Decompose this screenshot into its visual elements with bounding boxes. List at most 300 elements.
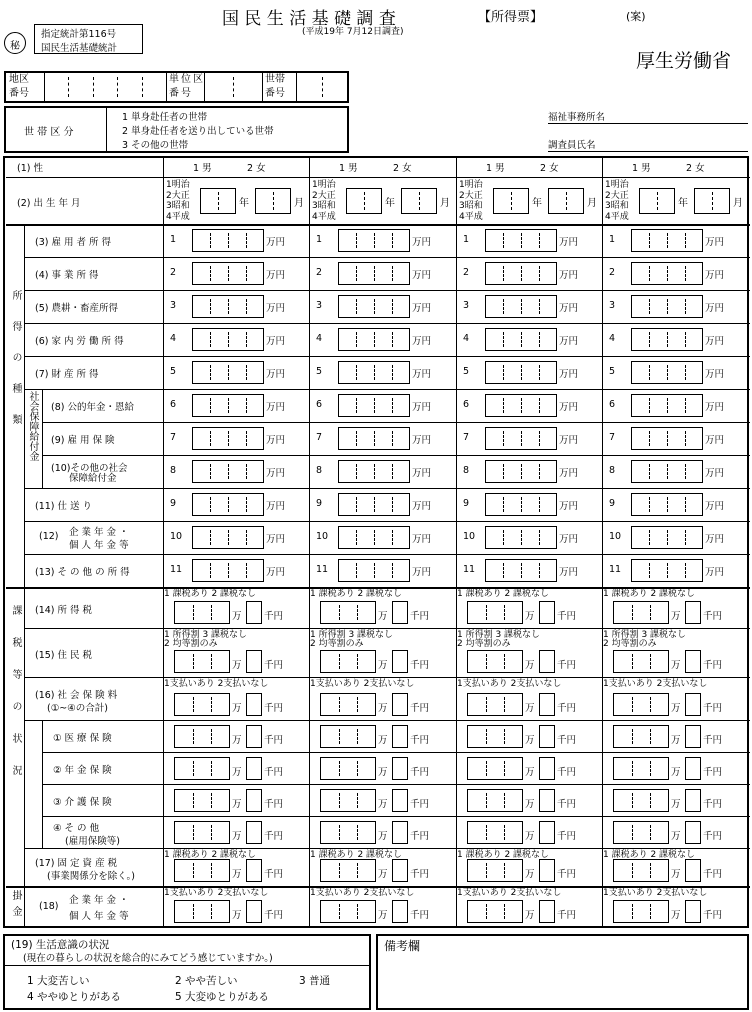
option-number: 9 [316, 498, 323, 509]
tax-option-text[interactable]: 1 所得割 3 課税なし [310, 630, 394, 640]
household-option-3[interactable]: 3 その他の世帯 [122, 140, 189, 151]
tax-amount-man-field[interactable] [467, 725, 523, 748]
sen-unit: 千円 [703, 869, 723, 880]
income-row [5, 389, 747, 422]
era-option-3[interactable]: 3昭和 [605, 201, 629, 211]
income-unit: 万円 [705, 435, 725, 446]
id-number-table [4, 71, 349, 103]
tax-row [5, 677, 747, 720]
tax-amount-sen-field[interactable] [539, 821, 555, 844]
birth-month-field[interactable] [694, 188, 730, 214]
man-unit: 万 [525, 703, 535, 714]
income-unit: 万円 [266, 270, 286, 281]
tax-amount-sen-field[interactable] [246, 859, 262, 882]
income-amount-field[interactable] [485, 394, 557, 417]
row-label: (17) 固 定 資 産 税 [35, 858, 118, 869]
tax-option-text[interactable]: 1 課税あり 2 課税なし [164, 589, 257, 599]
sen-unit: 千円 [703, 767, 723, 778]
option-number: 7 [609, 432, 616, 443]
row-label: ② 年 金 保 険 [53, 765, 112, 776]
sen-unit: 千円 [410, 869, 430, 880]
tax-amount-man-field[interactable] [174, 725, 230, 748]
tax-amount-sen-field[interactable] [685, 789, 701, 812]
tax-amount-sen-field[interactable] [539, 789, 555, 812]
tax-amount-sen-field[interactable] [539, 900, 555, 923]
tax-amount-sen-field[interactable] [246, 821, 262, 844]
income-unit: 万円 [705, 501, 725, 512]
tax-amount-man-field[interactable] [320, 601, 376, 624]
era-option-3[interactable]: 3昭和 [459, 201, 483, 211]
tax-option-text[interactable]: 1 所得割 3 課税なし [457, 630, 541, 640]
sex-female-option-4[interactable]: 2 女 [686, 163, 705, 174]
man-unit: 万 [671, 660, 681, 671]
income-unit: 万円 [266, 567, 286, 578]
sex-male-option-3[interactable]: 1 男 [486, 163, 505, 174]
sex-male-option-2[interactable]: 1 男 [339, 163, 358, 174]
sex-female-option-2[interactable]: 2 女 [393, 163, 412, 174]
tax-amount-man-field[interactable] [174, 859, 230, 882]
tax-amount-man-field[interactable] [174, 821, 230, 844]
income-amount-field[interactable] [192, 328, 264, 351]
man-unit: 万 [378, 831, 388, 842]
tax-amount-sen-field[interactable] [539, 725, 555, 748]
welfare-office-label: 福祉事務所名 [548, 112, 606, 123]
income-amount-field[interactable] [485, 460, 557, 483]
era-option-2[interactable]: 2大正 [605, 190, 629, 201]
tax-amount-man-field[interactable] [467, 900, 523, 923]
household-option-2[interactable]: 2 単身赴任者を送り出している世帯 [122, 126, 274, 137]
life-option-1[interactable]: 1 大変苦しい [27, 975, 90, 987]
tax-amount-sen-field[interactable] [392, 650, 408, 673]
income-amount-field[interactable] [338, 262, 410, 285]
tax-amount-man-field[interactable] [467, 693, 523, 716]
era-option-4[interactable]: 4平成 [605, 211, 629, 222]
tax-amount-sen-field[interactable] [246, 601, 262, 624]
life-option-2[interactable]: 2 やや苦しい [175, 975, 238, 987]
tax-amount-man-field[interactable] [467, 650, 523, 673]
tax-amount-man-field[interactable] [320, 821, 376, 844]
income-unit: 万円 [412, 468, 432, 479]
birth-month-field[interactable] [401, 188, 437, 214]
row-label: (15) 住 民 税 [35, 649, 93, 661]
sen-unit: 千円 [264, 611, 284, 622]
tax-option-text[interactable]: 2 均等割のみ [164, 639, 218, 649]
income-row [5, 488, 747, 521]
tax-option-text[interactable]: 2 均等割のみ [310, 639, 364, 649]
income-unit: 万円 [266, 237, 286, 248]
tax-amount-sen-field[interactable] [392, 757, 408, 780]
era-option-4[interactable]: 4平成 [166, 211, 190, 222]
year-unit: 年 [239, 198, 249, 209]
income-amount-field[interactable] [192, 394, 264, 417]
birth-year-field[interactable] [493, 188, 529, 214]
income-amount-field[interactable] [338, 295, 410, 318]
life-consciousness-box [3, 934, 371, 1010]
tax-amount-sen-field[interactable] [685, 900, 701, 923]
income-amount-field[interactable] [485, 526, 557, 549]
life-option-3[interactable]: 3 普通 [299, 975, 331, 987]
era-option-2[interactable]: 2大正 [166, 190, 190, 201]
man-unit: 万 [525, 660, 535, 671]
option-number: 10 [463, 531, 476, 542]
income-amount-field[interactable] [631, 493, 703, 516]
tax-amount-sen-field[interactable] [246, 757, 262, 780]
man-unit: 万 [378, 735, 388, 746]
tax-amount-man-field[interactable] [613, 821, 669, 844]
option-number: 11 [170, 564, 183, 575]
tax-amount-sen-field[interactable] [246, 789, 262, 812]
income-unit: 万円 [412, 534, 432, 545]
month-unit: 月 [294, 198, 304, 209]
tax-option-text[interactable]: 1支払いあり 2支払いなし [310, 888, 415, 898]
income-amount-field[interactable] [485, 295, 557, 318]
tax-amount-man-field[interactable] [320, 859, 376, 882]
income-amount-field[interactable] [192, 526, 264, 549]
tax-row [5, 848, 747, 886]
income-amount-field[interactable] [485, 493, 557, 516]
sen-unit: 千円 [557, 767, 577, 778]
era-option-1[interactable]: 1明治 [166, 180, 190, 190]
era-option-1[interactable]: 1明治 [312, 180, 336, 190]
tax-amount-sen-field[interactable] [246, 725, 262, 748]
sex-female-option-1[interactable]: 2 女 [247, 163, 266, 174]
option-number: 2 [463, 267, 470, 278]
tax-amount-man-field[interactable] [467, 757, 523, 780]
tax-option-text[interactable]: 2 均等割のみ [457, 639, 511, 649]
man-unit: 万 [671, 910, 681, 921]
tax-option-text[interactable]: 2 均等割のみ [603, 639, 657, 649]
tax-amount-man-field[interactable] [613, 650, 669, 673]
stat-number: 指定統計第116号 [41, 29, 117, 40]
tax-amount-sen-field[interactable] [246, 900, 262, 923]
income-amount-field[interactable] [338, 559, 410, 582]
sen-unit: 千円 [264, 799, 284, 810]
tax-option-text[interactable]: 1支払いあり 2支払いなし [603, 679, 708, 689]
birth-year-field[interactable] [200, 188, 236, 214]
tax-amount-man-field[interactable] [320, 789, 376, 812]
income-row [5, 554, 747, 587]
tax-amount-man-field[interactable] [320, 900, 376, 923]
income-amount-field[interactable] [631, 526, 703, 549]
option-number: 3 [463, 300, 470, 311]
tax-amount-man-field[interactable] [174, 757, 230, 780]
tax-amount-sen-field[interactable] [539, 650, 555, 673]
tax-amount-sen-field[interactable] [392, 821, 408, 844]
birth-month-field[interactable] [255, 188, 291, 214]
row-label: (11) 仕 送 り [35, 501, 93, 512]
premium-group-label: 掛金 [10, 890, 21, 922]
tax-amount-man-field[interactable] [174, 693, 230, 716]
unit-number-label: 単位区番号 [169, 74, 205, 99]
income-amount-field[interactable] [192, 262, 264, 285]
income-row [5, 422, 747, 455]
era-option-2[interactable]: 2大正 [459, 190, 483, 201]
man-unit: 万 [232, 910, 242, 921]
option-number: 7 [170, 432, 177, 443]
tax-option-text[interactable]: 1 課税あり 2 課税なし [164, 850, 257, 860]
tax-amount-man-field[interactable] [174, 650, 230, 673]
man-unit: 万 [378, 611, 388, 622]
income-amount-field[interactable] [485, 328, 557, 351]
income-amount-field[interactable] [631, 229, 703, 252]
tax-amount-sen-field[interactable] [392, 601, 408, 624]
sen-unit: 千円 [410, 910, 430, 921]
birth-month-field[interactable] [548, 188, 584, 214]
sex-male-option-1[interactable]: 1 男 [193, 163, 212, 174]
sen-unit: 千円 [703, 799, 723, 810]
tax-option-text[interactable]: 1 課税あり 2 課税なし [310, 850, 403, 860]
tax-amount-sen-field[interactable] [392, 859, 408, 882]
month-unit: 月 [440, 198, 450, 209]
tax-amount-man-field[interactable] [613, 900, 669, 923]
form-title: 国 民 生 活 基 礎 調 査 [222, 9, 396, 29]
income-unit: 万円 [266, 534, 286, 545]
income-amount-field[interactable] [338, 460, 410, 483]
income-row [5, 224, 747, 257]
man-unit: 万 [671, 869, 681, 880]
sex-female-option-3[interactable]: 2 女 [540, 163, 559, 174]
tax-amount-man-field[interactable] [613, 789, 669, 812]
income-amount-field[interactable] [338, 427, 410, 450]
sex-male-option-4[interactable]: 1 男 [632, 163, 651, 174]
income-amount-field[interactable] [338, 493, 410, 516]
tax-option-text[interactable]: 1 課税あり 2 課税なし [457, 589, 550, 599]
income-unit: 万円 [559, 534, 579, 545]
era-option-4[interactable]: 4平成 [312, 211, 336, 222]
surveyor-field[interactable] [548, 151, 748, 152]
tax-amount-sen-field[interactable] [685, 821, 701, 844]
tax-amount-sen-field[interactable] [539, 757, 555, 780]
row-label-line2: 個 人 年 金 等 [69, 540, 129, 551]
income-amount-field[interactable] [192, 427, 264, 450]
tax-group-label: 課税等の状況 [10, 605, 21, 797]
tax-option-text[interactable]: 1 課税あり 2 課税なし [603, 850, 696, 860]
welfare-office-field[interactable] [548, 123, 748, 124]
income-unit: 万円 [266, 336, 286, 347]
sen-unit: 千円 [557, 703, 577, 714]
income-row [5, 323, 747, 356]
row-label: 企 業 年 金 ・ [69, 527, 129, 538]
tax-option-text[interactable]: 1支払いあり 2支払いなし [310, 679, 415, 689]
row-number: (12) [39, 531, 59, 542]
life-option-4[interactable]: 4 ややゆとりがある [27, 991, 122, 1003]
income-amount-field[interactable] [631, 394, 703, 417]
remarks-box[interactable] [376, 934, 749, 1010]
tax-option-text[interactable]: 1支払いあり 2支払いなし [603, 888, 708, 898]
income-amount-field[interactable] [485, 427, 557, 450]
tax-amount-sen-field[interactable] [539, 693, 555, 716]
income-amount-field[interactable] [631, 328, 703, 351]
income-unit: 万円 [559, 468, 579, 479]
income-amount-field[interactable] [631, 427, 703, 450]
tax-row [5, 720, 747, 752]
option-number: 9 [463, 498, 470, 509]
man-unit: 万 [232, 660, 242, 671]
tax-option-text[interactable]: 1 課税あり 2 課税なし [310, 589, 403, 599]
era-option-1[interactable]: 1明治 [459, 180, 483, 190]
income-amount-field[interactable] [631, 559, 703, 582]
stat-name: 国民生活基礎統計 [41, 43, 118, 54]
birth-year-field[interactable] [346, 188, 382, 214]
tax-option-text[interactable]: 1 所得割 3 課税なし [164, 630, 248, 640]
sen-unit: 千円 [557, 831, 577, 842]
unit-number-field[interactable] [204, 73, 262, 101]
era-option-3[interactable]: 3昭和 [166, 201, 190, 211]
row-label: ③ 介 護 保 険 [53, 797, 112, 808]
row-label: (13) そ の 他 の 所 得 [35, 567, 130, 578]
tax-amount-man-field[interactable] [320, 693, 376, 716]
household-number-field[interactable] [296, 73, 347, 101]
tax-amount-man-field[interactable] [467, 601, 523, 624]
tax-option-text[interactable]: 1 所得割 3 課税なし [603, 630, 687, 640]
year-unit: 年 [532, 198, 542, 209]
tax-option-text[interactable]: 1支払いあり 2支払いなし [457, 888, 562, 898]
tax-amount-man-field[interactable] [613, 859, 669, 882]
tax-amount-sen-field[interactable] [392, 789, 408, 812]
tax-amount-sen-field[interactable] [246, 693, 262, 716]
income-unit: 万円 [412, 369, 432, 380]
sen-unit: 千円 [703, 735, 723, 746]
tax-amount-sen-field[interactable] [685, 725, 701, 748]
man-unit: 万 [378, 703, 388, 714]
tax-amount-sen-field[interactable] [539, 859, 555, 882]
tax-amount-man-field[interactable] [613, 725, 669, 748]
sen-unit: 千円 [703, 910, 723, 921]
man-unit: 万 [525, 611, 535, 622]
tax-amount-sen-field[interactable] [392, 900, 408, 923]
life-title: (19) 生活意識の状況 [11, 939, 110, 951]
birth-year-field[interactable] [639, 188, 675, 214]
income-amount-field[interactable] [192, 229, 264, 252]
income-amount-field[interactable] [192, 559, 264, 582]
sen-unit: 千円 [557, 910, 577, 921]
income-amount-field[interactable] [192, 460, 264, 483]
income-unit: 万円 [559, 501, 579, 512]
man-unit: 万 [525, 767, 535, 778]
tax-amount-sen-field[interactable] [539, 601, 555, 624]
income-unit: 万円 [559, 369, 579, 380]
row-label: (16) 社 会 保 険 料 [35, 689, 118, 701]
tax-amount-man-field[interactable] [174, 789, 230, 812]
man-unit: 万 [525, 735, 535, 746]
tax-amount-sen-field[interactable] [392, 725, 408, 748]
life-option-5[interactable]: 5 大変ゆとりがある [175, 991, 270, 1003]
option-number: 1 [463, 234, 470, 245]
main-table [3, 156, 749, 928]
tax-amount-man-field[interactable] [613, 757, 669, 780]
income-amount-field[interactable] [485, 559, 557, 582]
option-number: 5 [609, 366, 616, 377]
income-amount-field[interactable] [631, 361, 703, 384]
income-unit: 万円 [412, 402, 432, 413]
district-number-field[interactable] [44, 73, 166, 101]
income-amount-field[interactable] [631, 262, 703, 285]
tax-option-text[interactable]: 1 課税あり 2 課税なし [457, 850, 550, 860]
tax-amount-man-field[interactable] [320, 757, 376, 780]
era-option-1[interactable]: 1明治 [605, 180, 629, 190]
tax-amount-sen-field[interactable] [685, 650, 701, 673]
tax-amount-man-field[interactable] [467, 821, 523, 844]
tax-amount-sen-field[interactable] [685, 693, 701, 716]
era-option-4[interactable]: 4平成 [459, 211, 483, 222]
household-option-1[interactable]: 1 単身赴任者の世帯 [122, 112, 208, 123]
man-unit: 万 [671, 703, 681, 714]
income-amount-field[interactable] [485, 361, 557, 384]
tax-amount-man-field[interactable] [613, 601, 669, 624]
household-type-label: 世 帯 区 分 [24, 127, 74, 138]
tax-amount-man-field[interactable] [320, 725, 376, 748]
row-label: (4) 事 業 所 得 [35, 270, 99, 281]
sen-unit: 千円 [410, 735, 430, 746]
income-amount-field[interactable] [485, 229, 557, 252]
tax-option-text[interactable]: 1支払いあり 2支払いなし [457, 679, 562, 689]
row-label: (8) 公的年金・恩給 [51, 402, 134, 413]
income-amount-field[interactable] [192, 493, 264, 516]
income-amount-field[interactable] [338, 394, 410, 417]
option-number: 9 [609, 498, 616, 509]
era-option-2[interactable]: 2大正 [312, 190, 336, 201]
option-number: 6 [170, 399, 177, 410]
tax-option-text[interactable]: 1 課税あり 2 課税なし [603, 589, 696, 599]
row-label: ④ そ の 他 [53, 823, 100, 834]
income-amount-field[interactable] [338, 361, 410, 384]
income-amount-field[interactable] [338, 328, 410, 351]
income-unit: 万円 [705, 303, 725, 314]
tax-amount-sen-field[interactable] [685, 859, 701, 882]
tax-amount-man-field[interactable] [613, 693, 669, 716]
man-unit: 万 [232, 799, 242, 810]
income-unit: 万円 [705, 336, 725, 347]
option-number: 7 [316, 432, 323, 443]
tax-amount-man-field[interactable] [320, 650, 376, 673]
man-unit: 万 [671, 799, 681, 810]
tax-amount-sen-field[interactable] [246, 650, 262, 673]
income-amount-field[interactable] [338, 526, 410, 549]
tax-amount-sen-field[interactable] [685, 601, 701, 624]
income-unit: 万円 [412, 270, 432, 281]
sen-unit: 千円 [264, 703, 284, 714]
tax-amount-sen-field[interactable] [392, 693, 408, 716]
tax-amount-man-field[interactable] [174, 601, 230, 624]
row-label-line2: 個 人 年 金 等 [69, 911, 129, 922]
income-unit: 万円 [705, 369, 725, 380]
row-label-line2: (事業関係分を除く。) [47, 871, 135, 882]
tax-amount-sen-field[interactable] [685, 757, 701, 780]
tax-amount-man-field[interactable] [467, 859, 523, 882]
tax-option-text[interactable]: 1支払いあり 2支払いなし [164, 888, 269, 898]
tax-amount-man-field[interactable] [467, 789, 523, 812]
option-number: 4 [609, 333, 616, 344]
income-unit: 万円 [559, 270, 579, 281]
income-amount-field[interactable] [631, 460, 703, 483]
month-unit: 月 [733, 198, 743, 209]
income-amount-field[interactable] [485, 262, 557, 285]
era-option-3[interactable]: 3昭和 [312, 201, 336, 211]
income-amount-field[interactable] [192, 361, 264, 384]
income-unit: 万円 [412, 237, 432, 248]
income-unit: 万円 [412, 567, 432, 578]
tax-amount-man-field[interactable] [174, 900, 230, 923]
income-unit: 万円 [559, 435, 579, 446]
man-unit: 万 [378, 660, 388, 671]
income-amount-field[interactable] [338, 229, 410, 252]
income-unit: 万円 [266, 402, 286, 413]
tax-option-text[interactable]: 1支払いあり 2支払いなし [164, 679, 269, 689]
income-amount-field[interactable] [192, 295, 264, 318]
income-amount-field[interactable] [631, 295, 703, 318]
statistics-label-box [34, 24, 143, 54]
row-label: (3) 雇 用 者 所 得 [35, 237, 112, 248]
